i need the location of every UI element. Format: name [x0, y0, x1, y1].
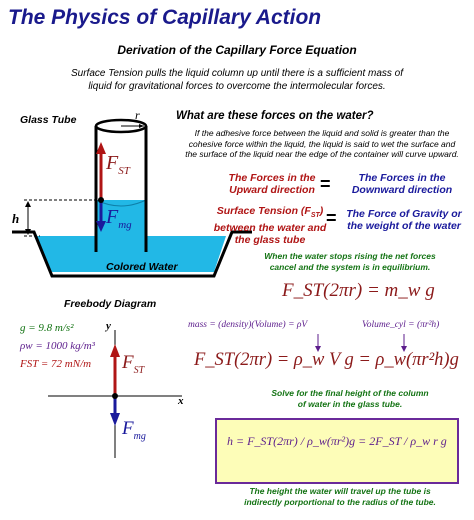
upward-line-2: Upward direction — [229, 184, 315, 196]
stop-line-2: cancel and the system is in equilibrium. — [269, 262, 431, 272]
fbd-fmg-sub: mg — [133, 430, 146, 442]
page-title: The Physics of Capillary Action — [8, 6, 322, 29]
solve-line-1: Solve for the final height of the column — [271, 388, 429, 398]
freebody-label: Freebody Diagram — [64, 298, 157, 310]
explain-line-2: cohesive force within the liquid, the liquid is said to wet the surface and — [188, 138, 456, 149]
fbd-fst-sub: ST — [133, 364, 145, 376]
equals-sign-1: = — [320, 174, 331, 194]
radius-label: r — [135, 108, 140, 122]
grav-line-2: the weight of the water — [347, 220, 461, 232]
conclusion-line-1: The height the water will travel up the tube is — [249, 486, 431, 496]
intro-line-2: liquid for gravitational forces to overcome the intermolecular forces. — [88, 81, 386, 92]
downward-line-2: Downward direction — [351, 184, 453, 196]
equilibrium-equation-text: F_ST(2πr) = m_w g — [282, 280, 435, 301]
explain-line-3: the surface of the liquid near the edge of the container will curve upward. — [185, 149, 459, 159]
upward-line-1: The Forces in the — [228, 172, 316, 184]
st-line-1-sub: ST — [310, 212, 320, 220]
fbd-fst-symbol: F — [122, 352, 134, 373]
volume-definition: Volume_cyl = (πr²h) — [362, 320, 440, 330]
st-line-1-text: Surface Tension (F — [216, 205, 311, 217]
fst-symbol: F — [106, 152, 119, 174]
mass-definition: mass = (density)(Volume) = ρV — [188, 320, 308, 330]
fbd-x-label: x — [178, 395, 184, 407]
fmg-symbol: F — [106, 206, 119, 228]
solve-line-2: of water in the glass tube. — [297, 399, 403, 409]
const-gravity: g = 9.8 m/s² — [20, 322, 74, 334]
st-line-2: between the water and — [213, 222, 327, 235]
const-density: ρw = 1000 kg/m³ — [20, 340, 95, 352]
equals-sign-2: = — [326, 208, 337, 228]
downward-line-1: The Forces in the — [358, 172, 446, 184]
fbd-fmg-symbol: F — [122, 418, 134, 439]
conclusion-line-2: indirectly porportional to the radius of the tube. — [244, 497, 436, 507]
st-line-3: the glass tube — [234, 234, 306, 247]
solve-note — [230, 388, 470, 410]
colored-water-label: Colored Water — [106, 261, 178, 273]
st-line-1-end: ) — [319, 205, 324, 217]
intro-line-1: Surface Tension pulls the liquid column up until there is a sufficient mass of — [70, 68, 404, 79]
final-equation-text: h = F_ST(2πr) / ρ_w(πr²)g = 2F_ST / ρ_w r g — [227, 434, 447, 448]
fst-subscript: ST — [118, 165, 130, 177]
conclusion-note — [210, 486, 470, 508]
grav-line-1: The Force of Gravity or — [346, 208, 462, 220]
expanded-equation — [194, 350, 459, 371]
fmg-subscript: mg — [118, 219, 132, 231]
explain-line-1: If the adhesive force between the liquid and solid is greater than the — [194, 128, 450, 138]
glass-tube-label: Glass Tube — [20, 114, 77, 126]
forces-question: What are these forces on the water? — [176, 110, 374, 122]
final-equation-box — [215, 418, 459, 484]
fbd-y-label: y — [106, 320, 111, 332]
height-label: h — [12, 211, 20, 226]
expanded-equation-text: F_ST(2πr) = ρ_w V g = ρ_w(πr²h)g — [194, 350, 459, 370]
const-surface-tension: FST = 72 mN/m — [20, 358, 92, 370]
stop-line-1: When the water stops rising the net forces — [264, 251, 436, 261]
subtitle: Derivation of the Capillary Force Equation — [117, 43, 357, 57]
final-equation — [227, 434, 449, 449]
